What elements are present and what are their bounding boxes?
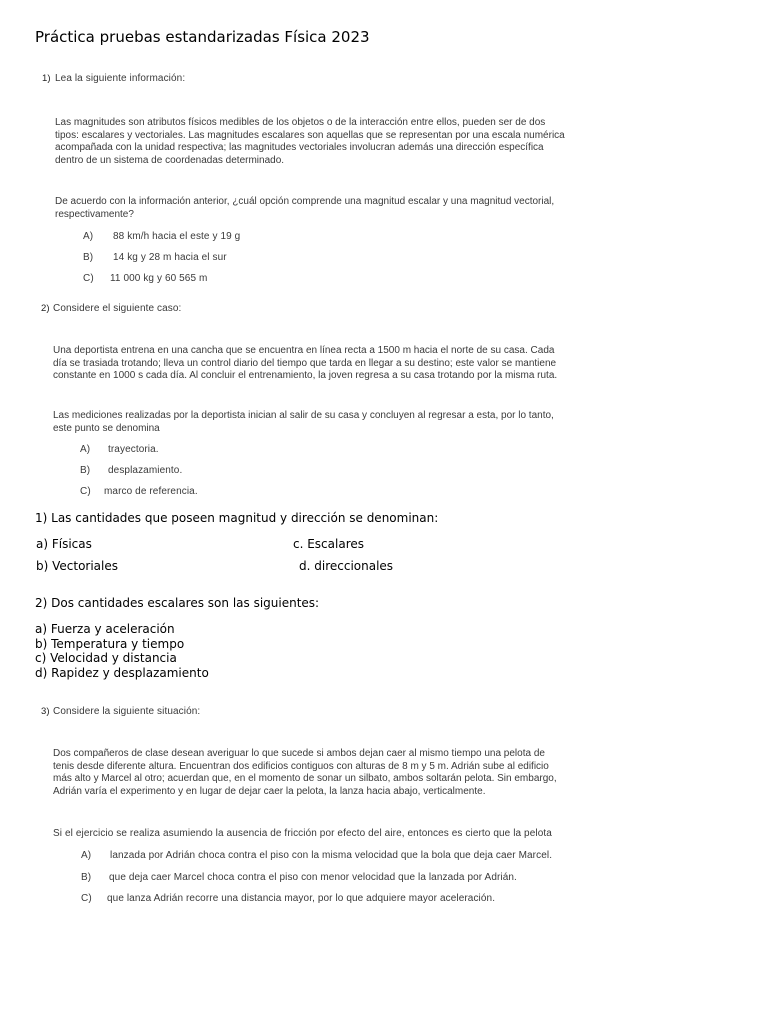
option-text: desplazamiento. (108, 465, 183, 476)
option-letter: B) (83, 252, 94, 263)
option-c: c) Velocidad y distancia (35, 651, 177, 665)
option-a: a) Físicas (36, 537, 92, 551)
option-list (35, 622, 209, 680)
option-text: marco de referencia. (104, 486, 198, 497)
option-letter: A) (83, 231, 94, 242)
option-d: d) Rapidez y desplazamiento (35, 665, 209, 680)
option-b: b) Temperatura y tiempo (35, 636, 185, 651)
option-c: c. Escalares (293, 537, 365, 551)
option-a: a) Fuerza y aceleración (35, 622, 175, 636)
option-letter: A) (81, 850, 92, 861)
question-paragraph: Una deportista entrena en una cancha que se encuentra en línea recta a 1500 m hacia el norte de su casa. Cada día se trasiada trotando; lleva un control diario del tiempo que tarda en llegar a su destino; este valor se mantiene constante en 1000 s cada día. Al concluir el entrenamiento, la joven regresa a su casa trotando por la misma ruta. (53, 345, 558, 381)
question-instruction: Considere el siguiente caso: (53, 303, 182, 314)
option-letter: A) (80, 444, 91, 455)
option-letter: B) (81, 872, 92, 883)
page-title: Práctica pruebas estandarizadas Física 2023 (35, 28, 370, 46)
option-letter: C) (83, 273, 94, 284)
option-text: 11 000 kg y 60 565 m (110, 273, 208, 284)
option-text: que deja caer Marcel choca contra el piso con menor velocidad que la lanzada por Adrián. (109, 872, 517, 883)
option-letter: C) (81, 893, 92, 904)
question-instruction: Considere la siguiente situación: (53, 706, 201, 717)
question-text: Las mediciones realizadas por la deportista inician al salir de su casa y concluyen al regresar a esta, por lo tanto, este punto se denomina (53, 410, 554, 434)
option-letter: C) (80, 486, 91, 497)
option-letter: B) (80, 465, 91, 476)
question-text: 1) Las cantidades que poseen magnitud y dirección se denominan: (35, 511, 439, 525)
option-text: 88 km/h hacia el este y 19 g (113, 231, 241, 242)
option-d: d. direccionales (299, 559, 394, 573)
option-text: 14 kg y 28 m hacia el sur (113, 252, 227, 263)
option-text: trayectoria. (108, 444, 159, 455)
question-number: 1) (42, 73, 51, 84)
question-paragraph: Dos compañeros de clase desean averiguar lo que sucede si ambos dejan caer al mismo tiempo una pelota de tenis desde diferente altura. Encuentran dos edificios contiguos con alturas de 8 m y 5 m. Adrián sube al edificio más alto y Marcel al otro; acuerdan que, en el momento de sonar un silbato, ambos soltarán pelota. Sin embargo, Adrián varía el experimento y en lugar de dejar caer la pelota, la lanza hacia abajo, verticalmente. (53, 748, 557, 797)
question-number: 2) (41, 303, 50, 314)
option-text: lanzada por Adrián choca contra el piso con la misma velocidad que la bola que deja caer Marcel. (110, 850, 553, 861)
question-instruction: Lea la siguiente información: (55, 73, 186, 84)
question-text: Si el ejercicio se realiza asumiendo la ausencia de fricción por efecto del aire, entonces es cierto que la pelota (53, 828, 552, 839)
question-text: De acuerdo con la información anterior, ¿cuál opción comprende una magnitud escalar y una magnitud vectorial, respectivamente? (55, 196, 555, 220)
question-number: 3) (41, 706, 50, 717)
option-b: b) Vectoriales (36, 559, 119, 573)
option-text: que lanza Adrián recorre una distancia mayor, por lo que adquiere mayor aceleración. (107, 893, 496, 904)
question-paragraph: Las magnitudes son atributos físicos medibles de los objetos o de la interacción entre ellos, pueden ser de dos tipos: escalares y vectoriales. Las magnitudes escalares son aquellas que se representan por una escala numérica acompañada con la unidad respectiva; las magnitudes vectoriales involucran además una dirección específica dentro de un sistema de coordenadas determinado. (55, 117, 565, 166)
question-text: 2) Dos cantidades escalares son las siguientes: (35, 596, 320, 610)
